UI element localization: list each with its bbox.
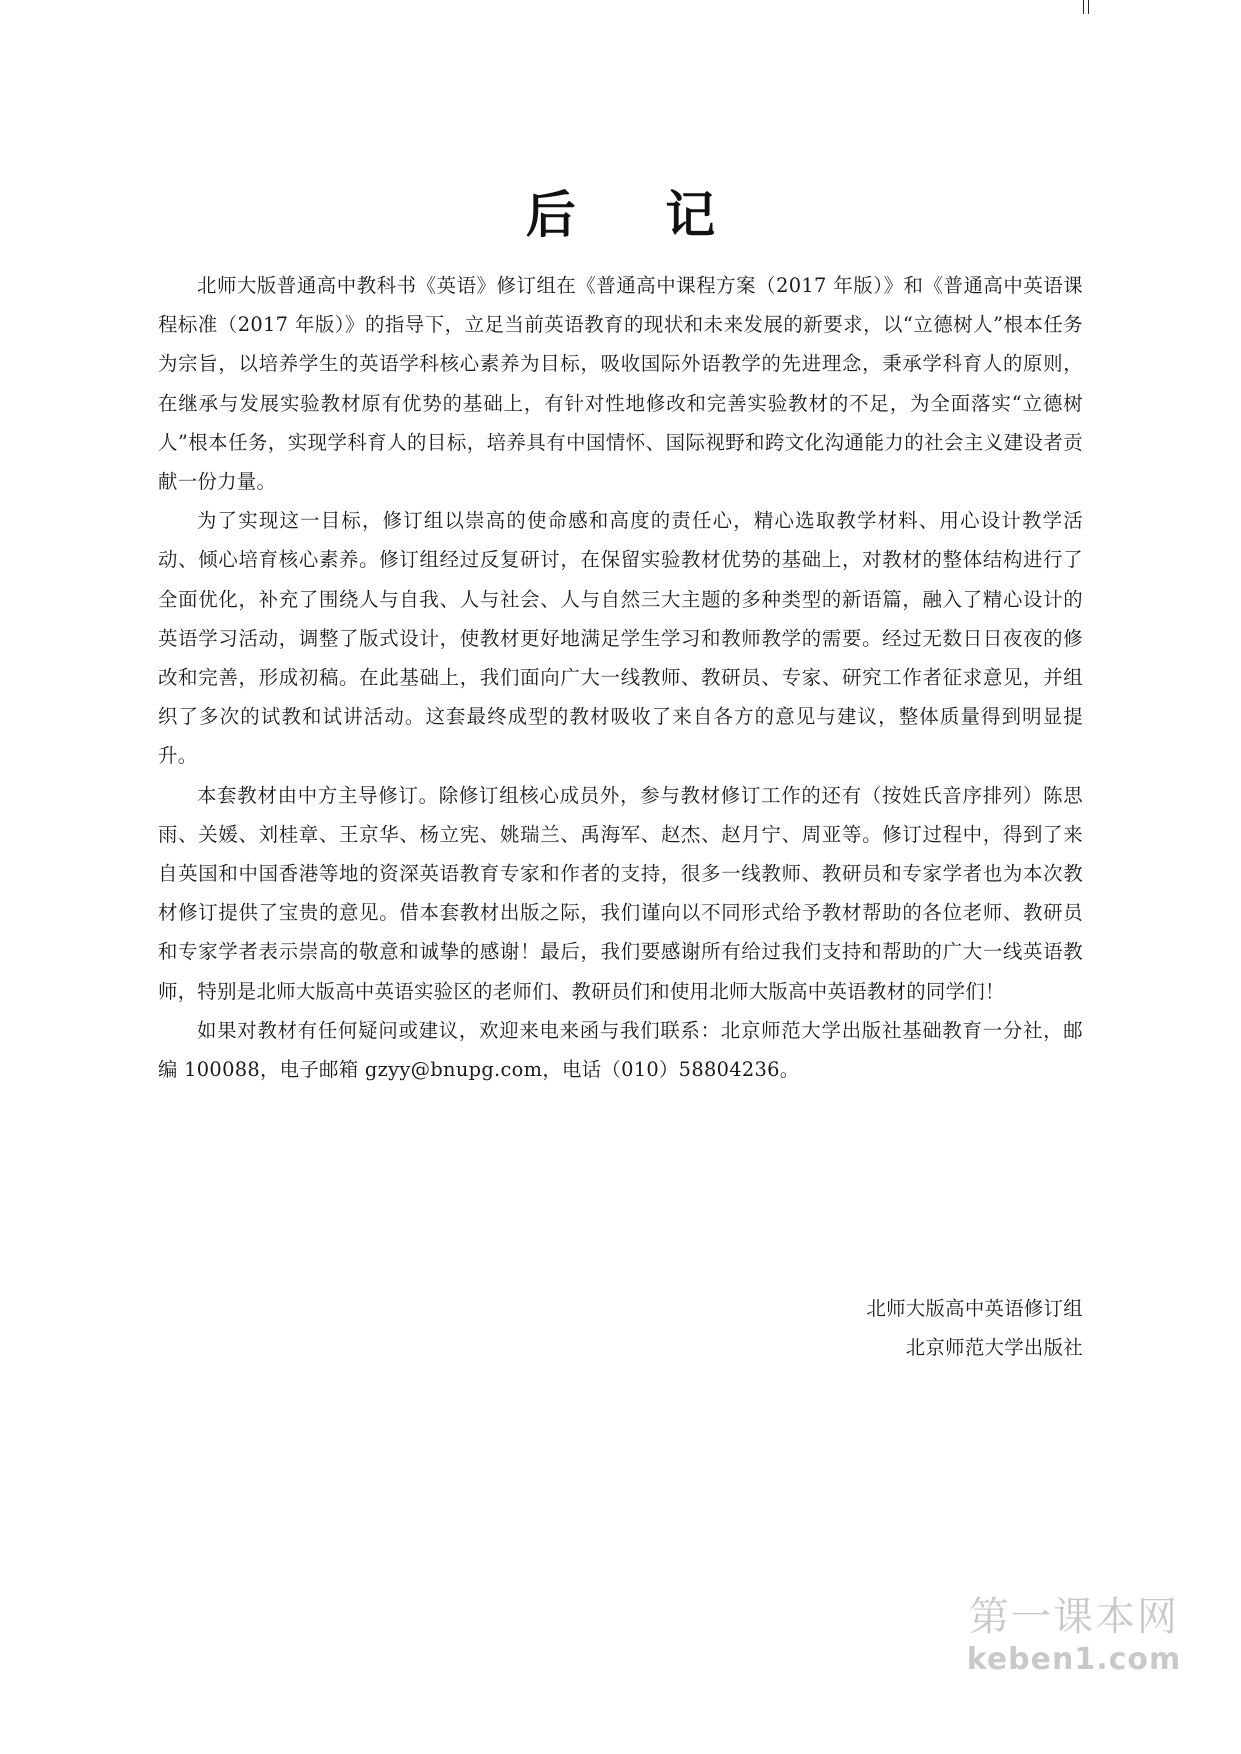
afterword-body (158, 266, 1083, 1089)
crop-mark (1083, 0, 1084, 14)
paragraph-4-contact: 如果对教材有任何疑问或建议，欢迎来电来函与我们联系：北京师范大学出版社基础教育一分社，邮编 100088，电子邮箱 gzyy@bnupg.com，电话（010）58804236。 (158, 1018, 1083, 1082)
watermark-english: keben1.com (966, 1642, 1182, 1677)
paragraph-1: 北师大版普通高中教科书《英语》修订组在《普通高中课程方案（2017 年版）》和《普通高中英语课程标准（2017 年版）》的指导下，立足当前英语教育的现状和未来发展的新要求，以“立德树人”根本任务为宗旨，以培养学生的英语学科核心素养为目标，吸收国际外语教学的先进理念，秉承学科育人的原则，在继承与发展实验教材原有优势的基础上，有针对性地修改和完善实验教材的不足，为全面落实“立德树人”根本任务，实现学科育人的目标，培养具有中国情怀、国际视野和跨文化沟通能力的社会主义建设者贡献一份力量。 (158, 274, 1083, 494)
paragraph-2: 为了实现这一目标，修订组以崇高的使命感和高度的责任心，精心选取教学材料、用心设计教学活动、倾心培育核心素养。修订组经过反复研讨，在保留实验教材优势的基础上，对教材的整体结构进行了全面优化，补充了围绕人与自我、人与社会、人与自然三大主题的多种类型的新语篇，融入了精心设计的英语学习活动，调整了版式设计，使教材更好地满足学生学习和教师教学的需要。经过无数日日夜夜的修改和完善，形成初稿。在此基础上，我们面向广大一线教师、教研员、专家、研究工作者征求意见，并组织了多次的试教和试讲活动。这套最终成型的教材吸收了来自各方的意见与建议，整体质量得到明显提升。 (158, 509, 1083, 768)
signature-revision-group: 北师大版高中英语修订组 (866, 1297, 1083, 1320)
paragraph-3: 本套教材由中方主导修订。除修订组核心成员外，参与教材修订工作的还有（按姓氏音序排列）陈思雨、关媛、刘桂章、王京华、杨立宪、姚瑞兰、禹海军、赵杰、赵月宁、周亚等。修订过程中，得到了来自英国和中国香港等地的资深英语教育专家和作者的支持，很多一线教师、教研员和专家学者也为本次教材修订提供了宝贵的意见。借本套教材出版之际，我们谨向以不同形式给予教材帮助的各位老师、教研员和专家学者表示崇高的敬意和诚挚的感谢！最后，我们要感谢所有给过我们支持和帮助的广大一线英语教师，特别是北师大版高中英语实验区的老师们、教研员们和使用北师大版高中英语教材的同学们！ (158, 783, 1083, 1003)
site-watermark (964, 1592, 1184, 1678)
signature-publisher: 北京师范大学出版社 (905, 1336, 1083, 1360)
page-title: 后 记 (525, 186, 752, 244)
signature-block (0, 1289, 1083, 1367)
watermark-chinese: 第一课本网 (969, 1594, 1179, 1640)
crop-mark (1088, 0, 1089, 14)
